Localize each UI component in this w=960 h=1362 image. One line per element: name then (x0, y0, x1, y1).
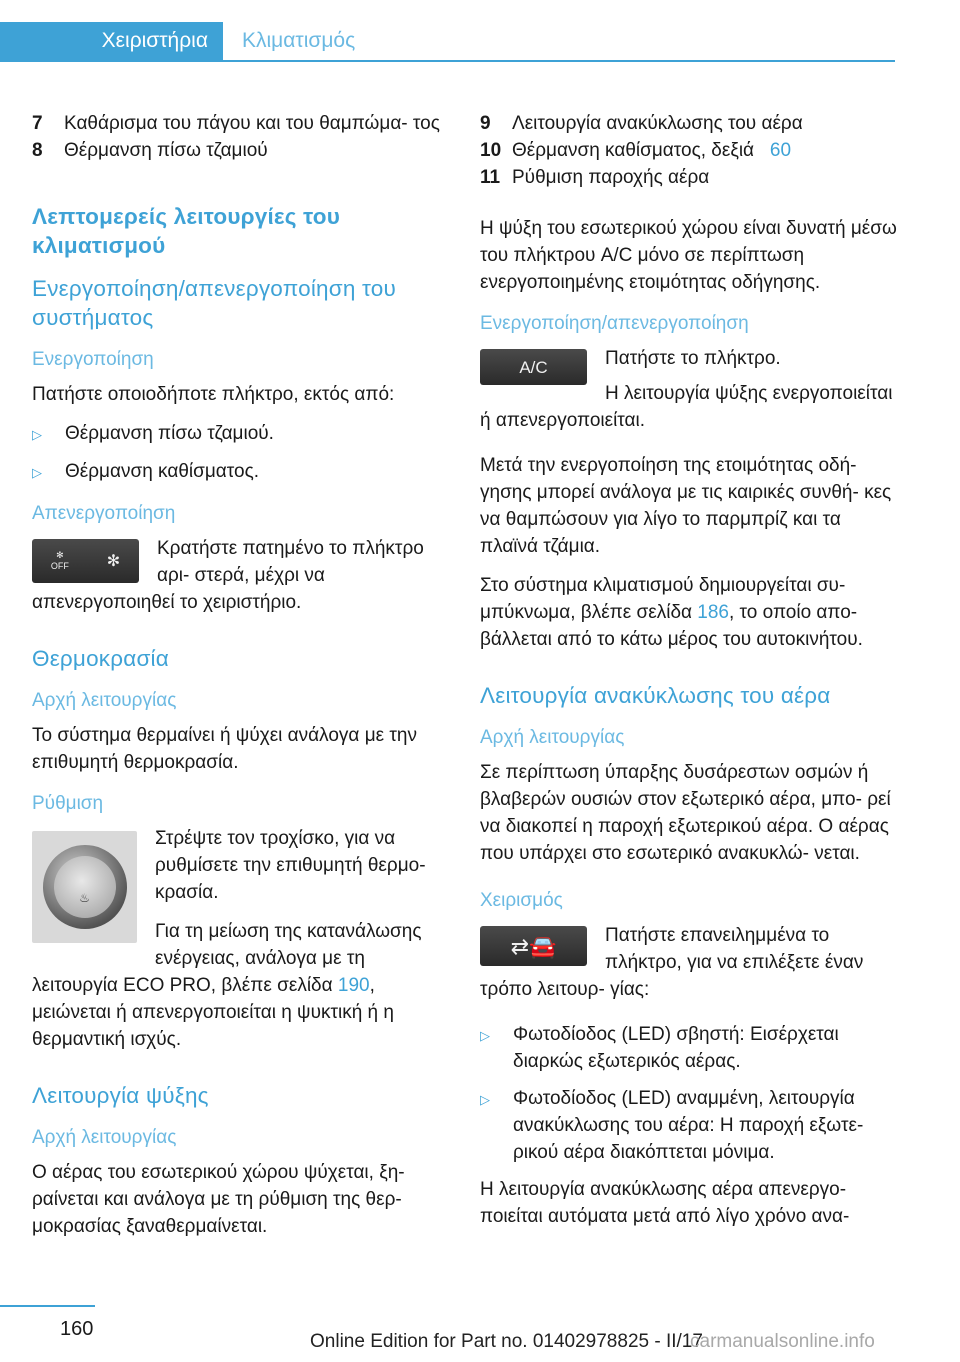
paragraph: Πατήστε οποιοδήποτε πλήκτρο, εκτός από: (32, 384, 395, 405)
header-divider (0, 60, 895, 62)
tab-controls[interactable] (0, 22, 223, 60)
bullet-item (32, 420, 452, 448)
edition-text: Online Edition for Part no. 01402978825 - II/17 (310, 1331, 703, 1352)
item-text: Ρύθμιση παροχής αέρα (512, 167, 710, 188)
heading-activation: Ενεργοποίηση (32, 349, 154, 370)
item-text: Λειτουργία ανακύκλωσης του αέρα (512, 113, 803, 134)
bullet-item (480, 1021, 898, 1075)
heading-setting: Ρύθμιση (32, 793, 104, 814)
bullet-text: Θέρμανση πίσω τζαμιού. (65, 423, 274, 444)
paragraph: Μετά την ενεργοποίηση της ετοιμότητας οδή‐ γησης μπορεί ανάλογα με τις καιρικές συνθή‐ κες να θαμπώσουν για λίγο το παρμπρίζ και τα πλαϊνά τζάμια. (480, 455, 892, 557)
bullet-text: Φωτοδίοδος (LED) αναμμένη, λειτουργία ανακύκλωσης του αέρα: Η παροχή εξωτε‐ ρικού αέρα διακόπτεται μόνιμα. (513, 1088, 864, 1163)
item-number: 9 (480, 113, 491, 134)
fan-icon: ✻ (106, 552, 121, 570)
paragraph: Κρατήστε πατημένο το πλήκτρο αρι‐ στερά, μέχρι να απενεργοποιηθεί το χειριστήριο. (32, 538, 424, 613)
bullet-text: Θέρμανση καθίσματος. (65, 461, 259, 482)
bullet-item (480, 1085, 898, 1166)
item-text: Καθάρισμα του πάγου και του θαμπώμα‐ τος (64, 113, 440, 134)
item-number: 8 (32, 140, 43, 161)
fan-off-icon: ✻ OFF (50, 550, 69, 571)
section-heading: Θερμοκρασία (32, 646, 169, 671)
heading-principle: Αρχή λειτουργίας (32, 690, 177, 711)
item-text: Θέρμανση καθίσματος, δεξιά 60 (512, 140, 792, 161)
section-heading: Λειτουργία ψύξης (32, 1083, 209, 1108)
ac-button-image: A/C (480, 349, 587, 385)
item-text: Θέρμανση πίσω τζαμιού (64, 140, 268, 161)
paragraph: Για τη μείωση της κατανάλωσης ενέργειας, ανάλογα με τη λειτουργία ECO PRO, βλέπε σελίδα 190, μειώνεται ή απενεργοποιείται η ψυκτική ή η θερμαντική ισχύς. (32, 921, 422, 1050)
list-item (480, 110, 898, 137)
paragraph: Η λειτουργία ψύξης ενεργοποιείται ή απενεργοποιείται. (480, 383, 893, 431)
section-heading: Λειτουργία ανακύκλωσης του αέρα (480, 683, 831, 708)
heading-principle: Αρχή λειτουργίας (32, 1127, 177, 1148)
paragraph: Ο αέρας του εσωτερικού χώρου ψύχεται, ξη‐ ραίνεται και ανάλογα με τη ρύθμιση της θερ‐ μοκρασίας ξαναθερμαίνεται. (32, 1162, 405, 1237)
right-column (480, 110, 898, 1242)
tab-controls-label: Χειριστήρια (101, 29, 208, 52)
triangle-icon: ▷ (480, 1028, 490, 1043)
car-recirculation-icon: ⇄🚘 (510, 933, 557, 959)
heading-operation: Χειρισμός (480, 890, 563, 911)
bullet-item (32, 458, 452, 486)
item-number: 7 (32, 113, 43, 134)
bullet-text: Φωτοδίοδος (LED) σβηστή: Εισέρχεται διαρκώς εξωτερικός αέρας. (513, 1024, 839, 1072)
paragraph: Η λειτουργία ανακύκλωσης αέρα απενεργο‐ ποιείται αυτόματα μετά από λίγο χρόνο ανα‐ (480, 1179, 850, 1227)
triangle-icon: ▷ (480, 1092, 490, 1107)
list-item (32, 137, 452, 164)
paragraph: Στρέψτε τον τροχίσκο, για να ρυθμίσετε την επιθυμητή θερμο‐ κρασία. (155, 828, 426, 903)
page-link-190[interactable]: 190 (337, 975, 370, 996)
list-item (480, 137, 898, 164)
heading-principle: Αρχή λειτουργίας (480, 727, 625, 748)
left-column (32, 110, 452, 1252)
subsection-heading: Ενεργοποίηση/απενεργοποίηση του συστήματος (32, 276, 396, 330)
triangle-icon: ▷ (32, 427, 42, 442)
tab-climate[interactable] (224, 22, 895, 60)
heading-deactivation: Απενεργοποίηση (32, 503, 176, 524)
paragraph: Στο σύστημα κλιματισμού δημιουργείται συ‐ μπύκνωμα, βλέπε σελίδα 186, το οποίο απο‐ βάλλεται από το κάτω μέρος του αυτοκινήτου. (480, 575, 863, 650)
page-link-60[interactable]: 60 (769, 140, 792, 161)
paragraph: Πατήστε το πλήκτρο. (605, 348, 781, 369)
page-link-186[interactable]: 186 (697, 602, 729, 623)
section-heading: Λεπτομερείς λειτουργίες του κλιματισμού (32, 204, 340, 258)
list-item (480, 164, 898, 191)
item-number: 10 (480, 140, 502, 161)
list-item (32, 110, 452, 137)
temperature-knob-image (32, 831, 137, 943)
off-button-image (32, 539, 139, 583)
footer-divider (0, 1305, 95, 1307)
header-tabs (0, 22, 895, 62)
paragraph: Η ψύξη του εσωτερικού χώρου είναι δυνατή μέσω του πλήκτρου A/C μόνο σε περίπτωση ενεργοποιημένης ετοιμότητας οδήγησης. (480, 218, 897, 293)
paragraph: Πατήστε επανειλημμένα το πλήκτρο, για να επιλέξετε έναν τρόπο λειτουρ‐ γίας: (480, 925, 864, 1000)
knob-icon: ♨ (43, 845, 127, 929)
recirculation-button-image (480, 926, 587, 966)
item-number: 11 (480, 167, 501, 188)
paragraph: Σε περίπτωση ύπαρξης δυσάρεστων οσμών ή βλαβερών ουσιών στον εξωτερικό αέρα, μπο‐ ρεί να διακοπεί η παροχή εξωτερικού αέρα. Ο αέρας που υπάρχει στο εσωτερικό ανακυκλώ‐ νεται. (480, 762, 891, 864)
watermark: carmanualsonline.info (690, 1331, 875, 1352)
page-number: 160 (60, 1318, 94, 1340)
paragraph: Το σύστημα θερμαίνει ή ψύχει ανάλογα με την επιθυμητή θερμοκρασία. (32, 725, 417, 773)
triangle-icon: ▷ (32, 465, 42, 480)
tab-climate-label: Κλιματισμός (242, 29, 356, 52)
heading-onoff: Ενεργοποίηση/απενεργοποίηση (480, 313, 749, 334)
